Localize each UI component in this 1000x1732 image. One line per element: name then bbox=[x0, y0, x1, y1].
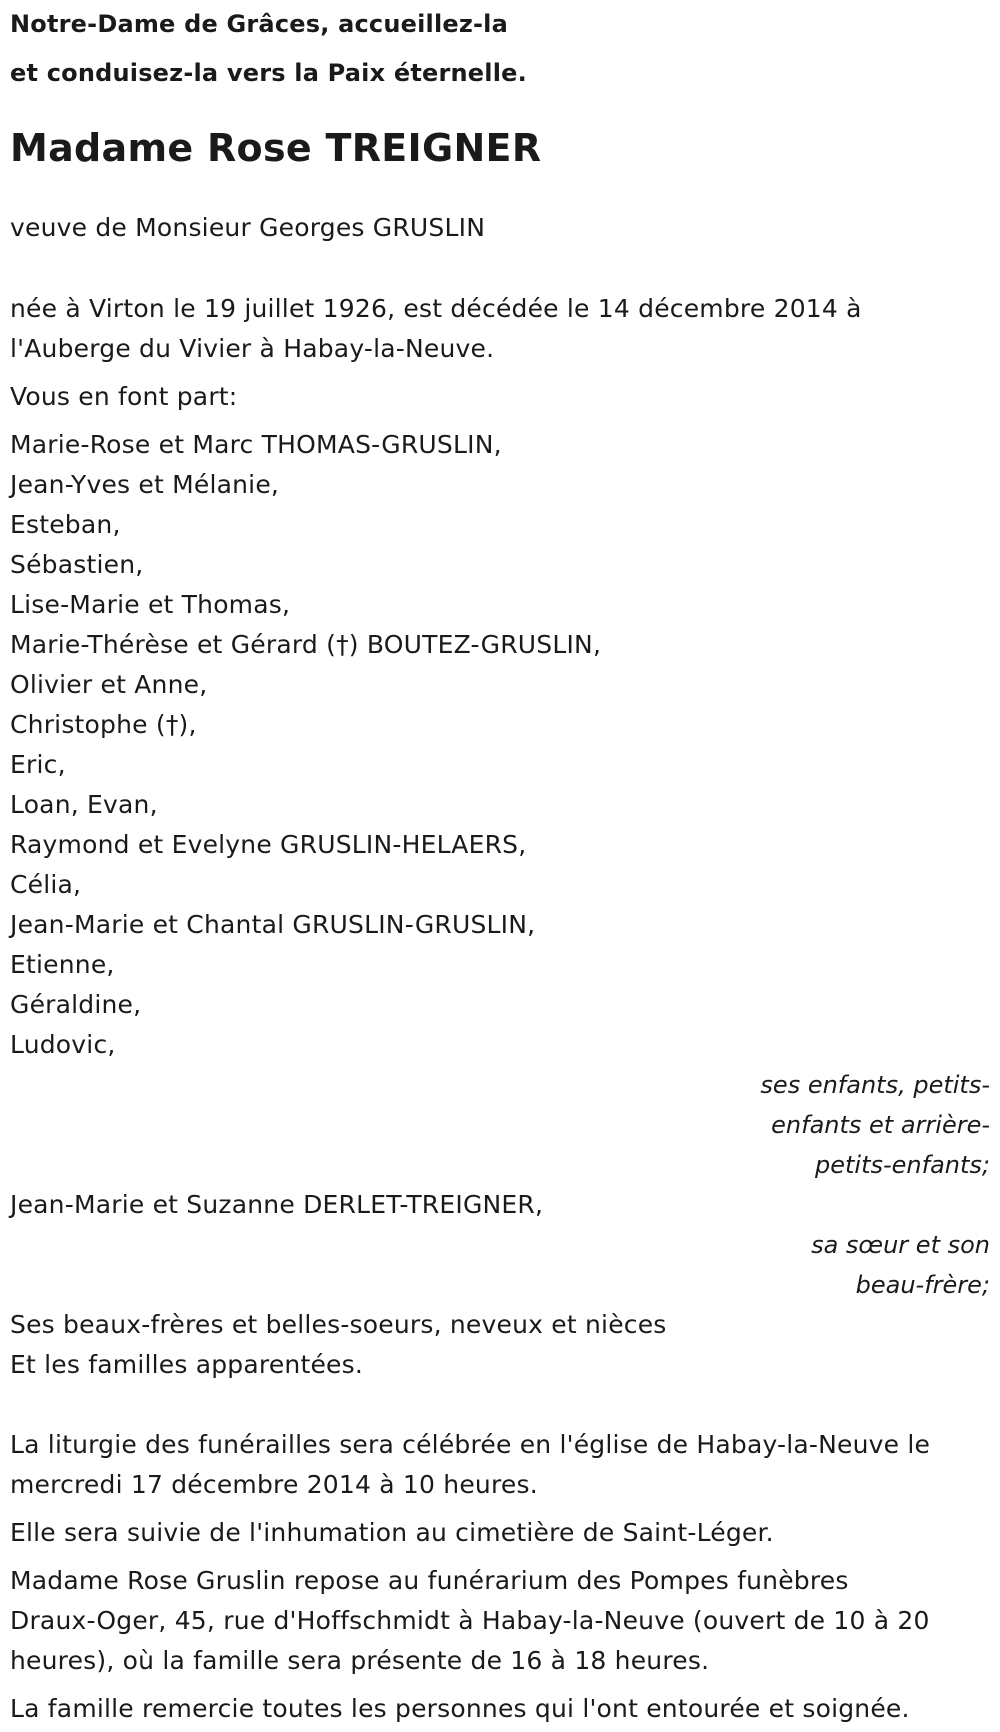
extended-family bbox=[10, 1305, 990, 1385]
repose-text bbox=[10, 1561, 990, 1681]
liturgy-text bbox=[10, 1425, 990, 1505]
relative-row: Sébastien, bbox=[10, 550, 144, 579]
relative-row: Loan, Evan, bbox=[10, 790, 158, 819]
widow-of: veuve de Monsieur Georges GRUSLIN bbox=[10, 213, 486, 242]
role-children-line-1: ses enfants, petits- bbox=[760, 1071, 990, 1099]
repose-line-1: Madame Rose Gruslin repose au funérarium des Pompes funèbres bbox=[10, 1566, 849, 1595]
sibling-name: Jean-Marie et Suzanne DERLET-TREIGNER, bbox=[10, 1190, 544, 1219]
role-sibling bbox=[10, 1225, 990, 1305]
relative-row: Raymond et Evelyne GRUSLIN-HELAERS, bbox=[10, 830, 527, 859]
repose-line-2: Draux-Oger, 45, rue d'Hoffschmidt à Habay-la-Neuve (ouvert de 10 à 20 bbox=[10, 1606, 930, 1635]
relative-row: Olivier et Anne, bbox=[10, 670, 208, 699]
relative-row: Marie-Rose et Marc THOMAS-GRUSLIN, bbox=[10, 430, 502, 459]
repose-line-3: heures), où la famille sera présente de 16 à 18 heures. bbox=[10, 1646, 710, 1675]
relative-row: Christophe (†), bbox=[10, 710, 197, 739]
relative-row: Esteban, bbox=[10, 510, 121, 539]
birth-death-text bbox=[10, 289, 990, 369]
relative-row: Géraldine, bbox=[10, 990, 142, 1019]
prayer-line-2: et conduisez-la vers la Paix éternelle. bbox=[10, 59, 527, 87]
opening-prayer bbox=[10, 0, 990, 98]
relative-row: Marie-Thérèse et Gérard (†) BOUTEZ-GRUSLIN, bbox=[10, 630, 602, 659]
extended-family-line-1: Ses beaux-frères et belles-soeurs, neveux et nièces bbox=[10, 1310, 667, 1339]
relative-row: Etienne, bbox=[10, 950, 115, 979]
thanks-text: La famille remercie toutes les personnes qui l'ont entourée et soignée. bbox=[10, 1694, 910, 1723]
announcement: Vous en font part: bbox=[10, 382, 238, 411]
role-children-line-3: petits-enfants; bbox=[815, 1151, 990, 1179]
birth-death-line-1: née à Virton le 19 juillet 1926, est décédée le 14 décembre 2014 à bbox=[10, 294, 862, 323]
liturgy-line-1: La liturgie des funérailles sera célébrée en l'église de Habay-la-Neuve le bbox=[10, 1430, 931, 1459]
relative-row: Lise-Marie et Thomas, bbox=[10, 590, 291, 619]
role-sibling-line-2: beau-frère; bbox=[855, 1271, 990, 1299]
liturgy-line-2: mercredi 17 décembre 2014 à 10 heures. bbox=[10, 1470, 538, 1499]
burial-text: Elle sera suivie de l'inhumation au cimetière de Saint-Léger. bbox=[10, 1518, 774, 1547]
role-sibling-line-1: sa sœur et son bbox=[811, 1231, 990, 1259]
relative-row: Ludovic, bbox=[10, 1030, 116, 1059]
birth-death-line-2: l'Auberge du Vivier à Habay-la-Neuve. bbox=[10, 334, 495, 363]
relative-row: Célia, bbox=[10, 870, 82, 899]
relative-row: Eric, bbox=[10, 750, 66, 779]
relative-row: Jean-Yves et Mélanie, bbox=[10, 470, 280, 499]
extended-family-line-2: Et les familles apparentées. bbox=[10, 1350, 363, 1379]
obituary-notice bbox=[10, 0, 990, 1732]
role-children bbox=[10, 1065, 990, 1185]
prayer-line-1: Notre-Dame de Grâces, accueillez-la bbox=[10, 10, 509, 38]
role-children-line-2: enfants et arrière- bbox=[771, 1111, 990, 1139]
relative-row: Jean-Marie et Chantal GRUSLIN-GRUSLIN, bbox=[10, 910, 536, 939]
deceased-name: Madame Rose TREIGNER bbox=[10, 126, 542, 170]
relatives-list bbox=[10, 425, 990, 1065]
